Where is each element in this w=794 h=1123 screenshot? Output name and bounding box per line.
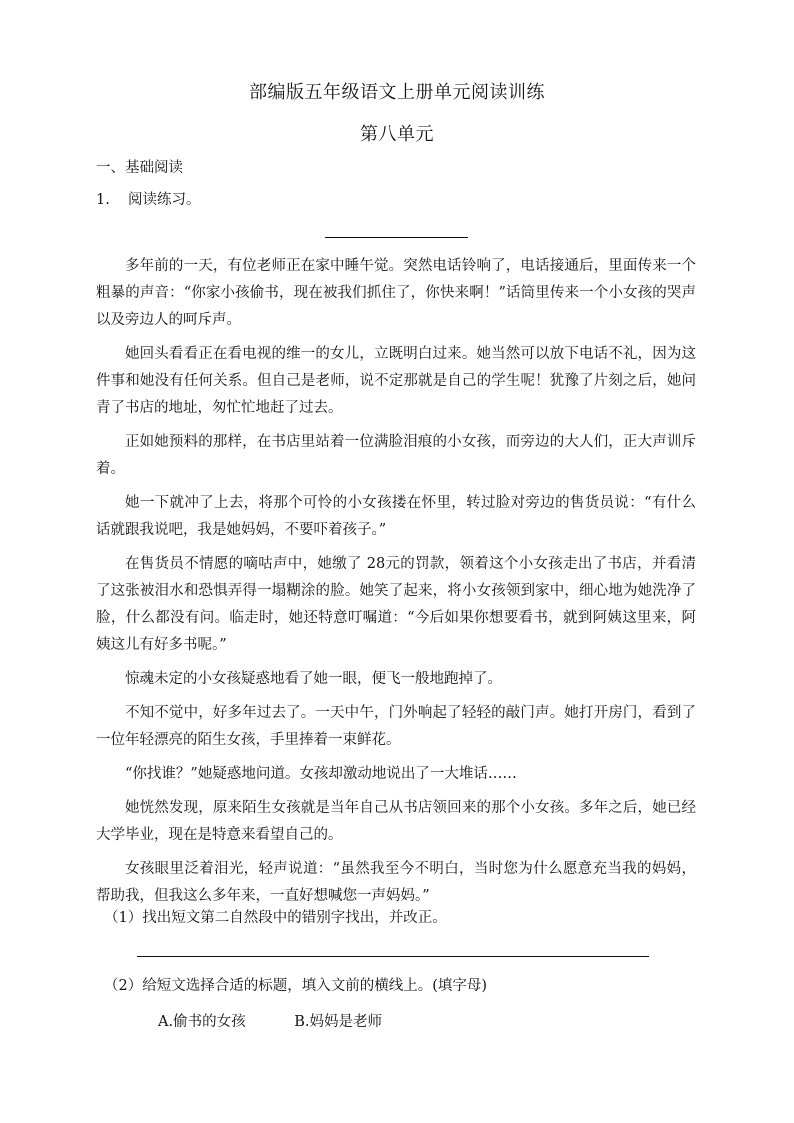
- paragraph: 在售货员不情愿的嘀咕声中，她缴了 28元的罚款，领着这个小女孩走出了书店，并看清了这张被泪水和恐惧弄得一塌糊涂的脸。她笑了起来，将小女孩领到家中，细心地为她洗净了脸，什么都没有问。临走时，她还特意叮嘱道：“今后如果你想要看书，就到阿姨这里来，阿姨这儿有好多书呢。”: [96, 556, 696, 653]
- option-a[interactable]: A.偷书的女孩: [158, 1014, 246, 1030]
- paragraph: 惊魂未定的小女孩疑惑地看了她一眼，便飞一般地跑掉了。: [125, 671, 502, 687]
- question-1: [96, 188, 201, 209]
- question-number: 1.: [96, 192, 110, 208]
- paragraph: 多年前的一天，有位老师正在家中睡午觉。突然电话铃响了，电话接通后，里面传来一个粗暴的声音：“你家小孩偷书，现在被我们抓住了，你快来啊！”话筒里传来一个小女孩的哭声以及旁边人的呵斥声。: [96, 258, 696, 328]
- section-heading: 一、基础阅读: [96, 160, 183, 176]
- passage-title-blank[interactable]: [325, 237, 468, 238]
- question-text: 阅读练习。: [128, 192, 201, 208]
- paragraph: 正如她预料的那样，在书店里站着一位满脸泪痕的小女孩，而旁边的大人们，正大声训斥着。: [96, 434, 696, 477]
- option-b[interactable]: B.妈妈是老师: [294, 1014, 382, 1030]
- sub-question-1: （1）找出短文第二自然段中的错别字找出，并改正。: [104, 910, 447, 926]
- unit-title: 第八单元: [360, 124, 434, 145]
- answer-line[interactable]: [137, 956, 649, 957]
- sub-question-2: （2）给短文选择合适的标题，填入文前的横线上。(填字母): [104, 978, 488, 994]
- paragraph: 她恍然发现，原来陌生女孩就是当年自己从书店领回来的那个小女孩。多年之后，她已经大学毕业，现在是特意来看望自己的。: [96, 800, 696, 843]
- paragraph: 女孩眼里泛着泪光，轻声说道：“虽然我至今不明白，当时您为什么愿意充当我的妈妈，帮助我，但我这么多年来，一直好想喊您一声妈妈。”: [96, 861, 696, 904]
- document-title: 部编版五年级语文上册单元阅读训练: [249, 82, 545, 103]
- title-options: [158, 1010, 382, 1031]
- paragraph: 她一下就冲了上去，将那个可怜的小女孩搂在怀里，转过脸对旁边的售货员说：“有什么话就跟我说吧，我是她妈妈，不要吓着孩子。”: [96, 495, 696, 538]
- reading-passage: [96, 253, 696, 917]
- paragraph: “你找谁？”她疑惑地问道。女孩却激动地说出了一大堆话……: [125, 766, 517, 782]
- paragraph: 她回头看看正在看电视的维一的女儿，立既明白过来。她当然可以放下电话不礼，因为这件事和她没有任何关系。但自己是老师，说不定那就是自己的学生呢！犹豫了片刻之后，她问青了书店的地址，匆忙忙地赶了过去。: [96, 346, 696, 416]
- paragraph: 不知不觉中，好多年过去了。一天中午，门外响起了轻轻的敲门声。她打开房门，看到了一位年轻漂亮的陌生女孩，手里捧着一束鲜花。: [96, 705, 696, 748]
